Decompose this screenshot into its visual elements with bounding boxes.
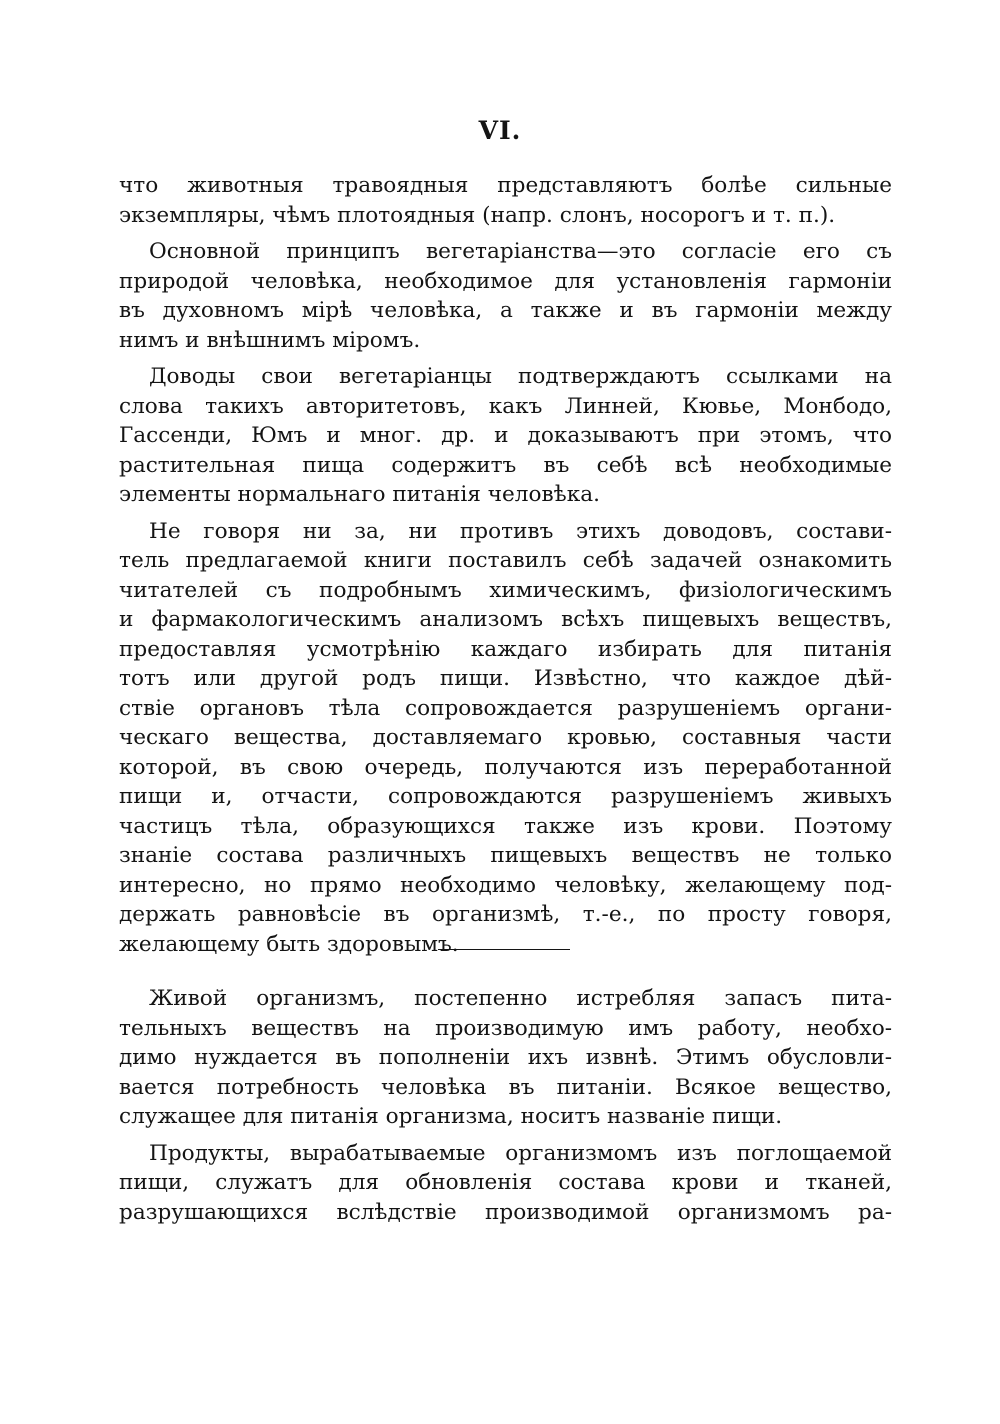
text-line: которой, въ свою очередь, получаются изъ переработанной [119, 754, 892, 780]
text-line: Основной принципъ вегетаріанства—это согласіе его съ [149, 239, 892, 264]
text-line: держать равновѣсіе въ организмѣ, т.-е., по просту говоря, [119, 902, 892, 927]
text-line: Гассенди, Юмъ и мног. др. и доказываютъ при этомъ, что [119, 423, 892, 448]
text-line: знаніе состава различныхъ пищевыхъ веществъ не только [119, 843, 892, 868]
paragraph [119, 1139, 892, 1228]
text-line: служащее для питанія организма, носитъ названіе пищи. [119, 1104, 783, 1129]
text-line: пищи, служатъ для обновленія состава крови и тканей, [119, 1170, 892, 1195]
text-line: разрушающихся вслѣдствіе производимой организмомъ ра- [119, 1199, 892, 1225]
text-line: растительная пища содержитъ въ себѣ всѣ необходимые [119, 452, 892, 478]
text-line: въ духовномъ мірѣ человѣка, а также и въ гармоніи между [119, 298, 892, 323]
text-line: пищи и, отчасти, сопровождаются разрушеніемъ живыхъ [119, 784, 892, 809]
paragraph [119, 517, 892, 960]
text-line: элементы нормальнаго питанія человѣка. [119, 482, 600, 507]
text-line: читателей съ подробнымъ химическимъ, физіологическимъ [119, 577, 892, 603]
section-divider [438, 949, 570, 950]
text-line: Не говоря ни за, ни противъ этихъ доводовъ, состави- [149, 518, 892, 544]
text-line: и фармакологическимъ анализомъ всѣхъ пищевыхъ веществъ, [119, 607, 892, 632]
text-line: ствіе органовъ тѣла сопровождается разрушеніемъ органи- [119, 695, 892, 721]
text-line: Живой организмъ, постепенно истребляя запасъ пита- [149, 986, 892, 1011]
paragraph [119, 237, 892, 355]
text-line: димо нуждается въ пополненіи ихъ извнѣ. Этимъ обусловли- [119, 1045, 892, 1070]
paragraph [119, 984, 892, 1132]
text-line: ческаго вещества, доставляемаго кровью, составныя части [119, 725, 892, 750]
text-line: тотъ или другой родъ пищи. Извѣстно, что каждое дѣй- [119, 666, 892, 691]
text-line: что животныя травоядныя представляютъ болѣе сильные [119, 173, 892, 198]
text-line: желающему быть здоровымъ. [119, 931, 459, 957]
text-line: экземпляры, чѣмъ плотоядныя (напр. слонъ, носорогъ и т. п.). [119, 202, 836, 228]
text-line: тель предлагаемой книги поставилъ себѣ задачей ознакомить [119, 548, 892, 573]
paragraph [119, 171, 892, 230]
text-line: Продукты, вырабатываемые организмомъ изъ поглощаемой [149, 1140, 892, 1166]
text-line: тельныхъ веществъ на производимую имъ работу, необхо- [119, 1015, 892, 1041]
text-line: нимъ и внѣшнимъ міромъ. [119, 327, 421, 353]
text-line: Доводы свои вегетаріанцы подтверждаютъ ссылками на [149, 364, 892, 389]
text-line: природой человѣка, необходимое для установленія гармоніи [119, 268, 892, 294]
text-line: частицъ тѣла, образующихся также изъ крови. Поэтому [119, 813, 892, 839]
text-section-2 [119, 984, 892, 1227]
paragraph [119, 362, 892, 510]
text-line: предоставляя усмотрѣнію каждаго избирать для питанія [119, 636, 892, 662]
page-number: VI. [478, 116, 522, 145]
text-line: вается потребность человѣка въ питаніи. Всякое вещество, [119, 1074, 892, 1100]
text-section-1 [119, 171, 892, 959]
text-line: слова такихъ авторитетовъ, какъ Линней, Кювье, Монбодо, [119, 393, 892, 419]
text-line: интересно, но прямо необходимо человѣку, желающему под- [119, 872, 892, 898]
